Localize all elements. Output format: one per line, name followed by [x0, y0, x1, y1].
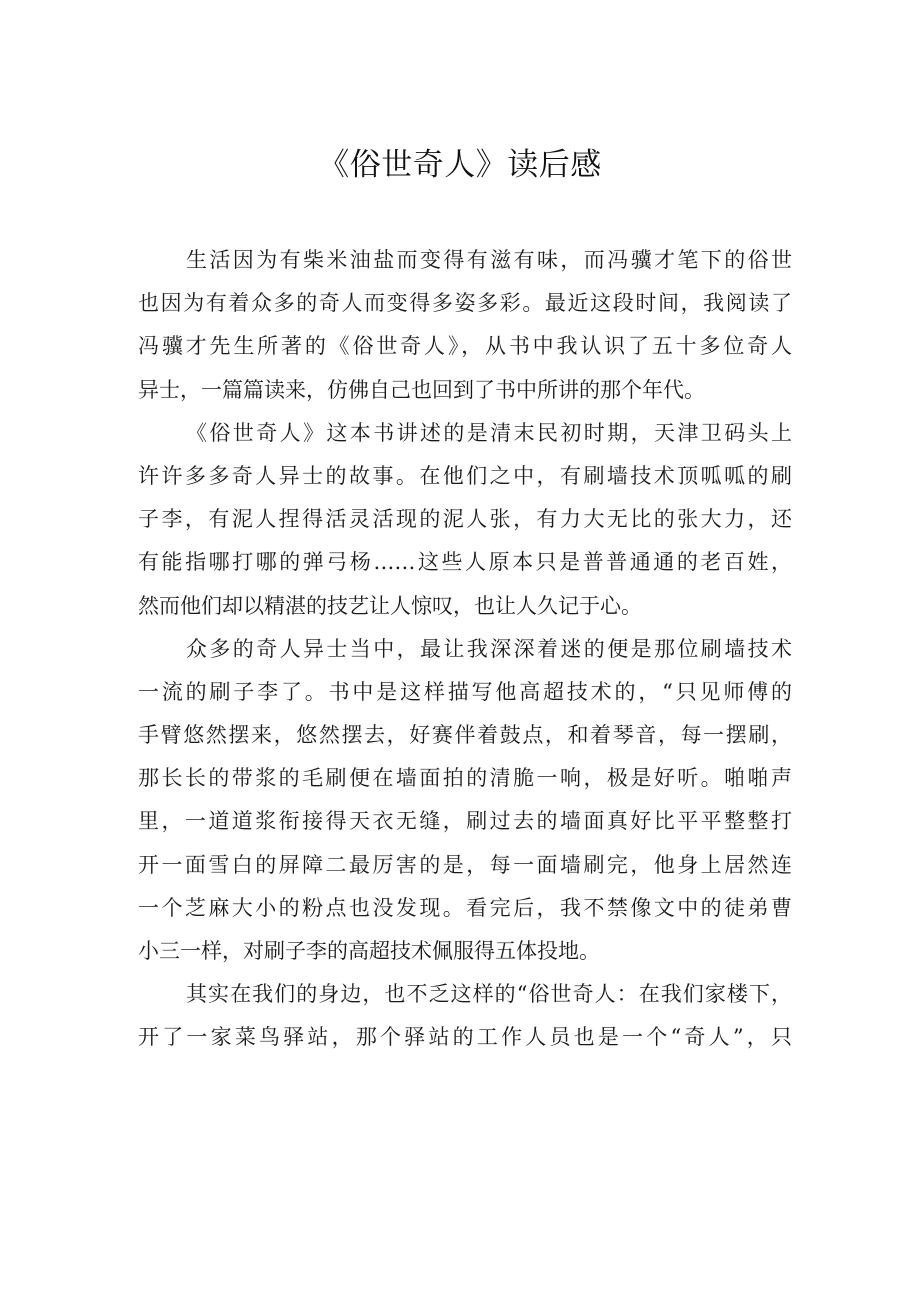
paragraph-1-line-2: 也因为有着众多的奇人而变得多姿多彩。最近这段时间，我阅读了 — [138, 291, 792, 316]
paragraph-3-line-8: 小三一样，对刷子李的高超技术佩服得五体投地。 — [138, 939, 600, 963]
page-title: 《俗世奇人》读后感 — [318, 147, 602, 183]
paragraph-2-line-5: 然而他们却以精湛的技艺让人惊叹，也让人久记于心。 — [138, 593, 642, 618]
paragraph-3-line-1: 众多的奇人异士当中，最让我深深着迷的便是那位刷墙技术 — [186, 636, 792, 661]
paragraph-1-line-4: 异士，一篇篇读来，仿佛自己也回到了书中所讲的那个年代。 — [138, 377, 705, 402]
paragraph-4-line-2: 开了一家菜鸟驿站，那个驿站的工作人员也是一个“奇人”，只 — [138, 1025, 792, 1050]
paragraph-3-line-3: 手臂悠然摆来，悠然摆去，好赛伴着鼓点，和着琴音，每一摆刷， — [138, 723, 792, 748]
paragraph-2-line-4: 有能指哪打哪的弹弓杨……这些人原本只是普普通通的老百姓， — [138, 550, 792, 575]
paragraph-2-line-1: 《俗世奇人》这本书讲述的是清末民初时期，天津卫码头上 — [186, 420, 792, 445]
paragraph-3-line-7: 一个芝麻大小的粉点也没发现。看完后，我不禁像文中的徒弟曹 — [138, 895, 792, 920]
paragraph-3-line-4: 那长长的带浆的毛刷便在墙面拍的清脆一响，极是好听。啪啪声 — [138, 766, 792, 791]
paragraph-1-line-3: 冯骥才先生所著的《俗世奇人》，从书中我认识了五十多位奇人 — [138, 334, 792, 359]
paragraph-2-line-3: 子李，有泥人捏得活灵活现的泥人张，有力大无比的张大力，还 — [138, 507, 792, 532]
essay-body — [138, 239, 792, 1060]
paragraph-3-line-5: 里，一道道浆衔接得天衣无缝，刷过去的墙面真好比平平整整打 — [138, 809, 792, 834]
paragraph-3-line-2: 一流的刷子李了。书中是这样描写他高超技术的，“只见师傅的 — [138, 679, 792, 704]
paragraph-3-line-6: 开一面雪白的屏障二最厉害的是，每一面墙刷完，他身上居然连 — [138, 852, 792, 877]
paragraph-4-line-1: 其实在我们的身边，也不乏这样的“俗世奇人：在我们家楼下， — [186, 982, 792, 1007]
paragraph-2-line-2: 许许多多奇人异士的故事。在他们之中，有刷墙技术顶呱呱的刷 — [138, 463, 792, 488]
paragraph-1-line-1: 生活因为有柴米油盐而变得有滋有味，而冯骥才笔下的俗世 — [186, 248, 792, 272]
